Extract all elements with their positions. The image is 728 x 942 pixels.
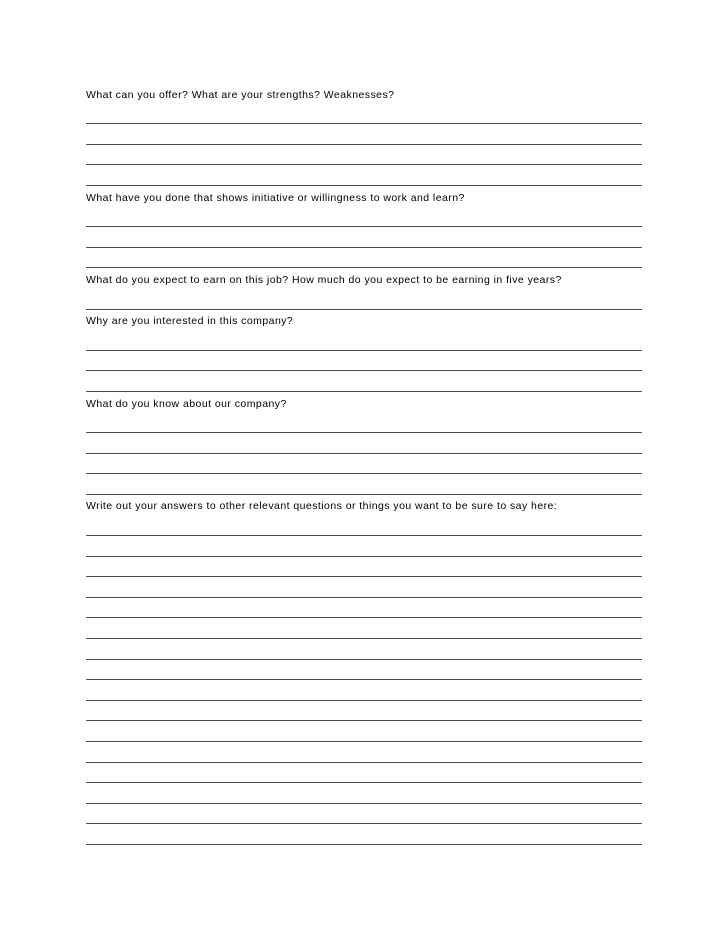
answer-line[interactable] xyxy=(86,844,642,845)
question-row xyxy=(86,268,642,289)
question-text: Write out your answers to other relevant questions or things you want to be sure to say here: xyxy=(86,500,558,513)
question-text: What do you know about our company? xyxy=(86,397,287,410)
answer-row xyxy=(86,721,642,742)
answer-row xyxy=(86,536,642,557)
answer-row xyxy=(86,145,642,166)
question-text: Why are you interested in this company? xyxy=(86,315,294,328)
question-row xyxy=(86,186,642,207)
answer-row xyxy=(86,660,642,681)
answer-row xyxy=(86,289,642,310)
answer-row xyxy=(86,104,642,125)
answer-row xyxy=(86,639,642,660)
answer-row xyxy=(86,618,642,639)
answer-row xyxy=(86,124,642,145)
answer-row xyxy=(86,515,642,536)
answer-row xyxy=(86,371,642,392)
answer-row xyxy=(86,351,642,372)
answer-row xyxy=(86,165,642,186)
question-row xyxy=(86,392,642,413)
question-row xyxy=(86,83,642,104)
answer-row xyxy=(86,701,642,722)
question-row xyxy=(86,495,642,516)
question-text: What do you expect to earn on this job? How much do you expect to be earning in five years? xyxy=(86,273,562,286)
answer-row xyxy=(86,207,642,228)
answer-row xyxy=(86,577,642,598)
question-row xyxy=(86,310,642,331)
answer-row xyxy=(86,763,642,784)
answer-row xyxy=(86,413,642,434)
question-text: What have you done that shows initiative or willingness to work and learn? xyxy=(86,191,465,204)
answer-row xyxy=(86,433,642,454)
answer-row xyxy=(86,742,642,763)
answer-row xyxy=(86,474,642,495)
answer-row xyxy=(86,680,642,701)
answer-row xyxy=(86,557,642,578)
answer-row xyxy=(86,598,642,619)
answer-row xyxy=(86,227,642,248)
answer-row xyxy=(86,824,642,845)
answer-row xyxy=(86,248,642,269)
answer-row xyxy=(86,330,642,351)
question-text: What can you offer? What are your strengths? Weaknesses? xyxy=(86,88,395,101)
answer-row xyxy=(86,454,642,475)
answer-row xyxy=(86,804,642,825)
question-list xyxy=(86,83,642,845)
answer-row xyxy=(86,783,642,804)
